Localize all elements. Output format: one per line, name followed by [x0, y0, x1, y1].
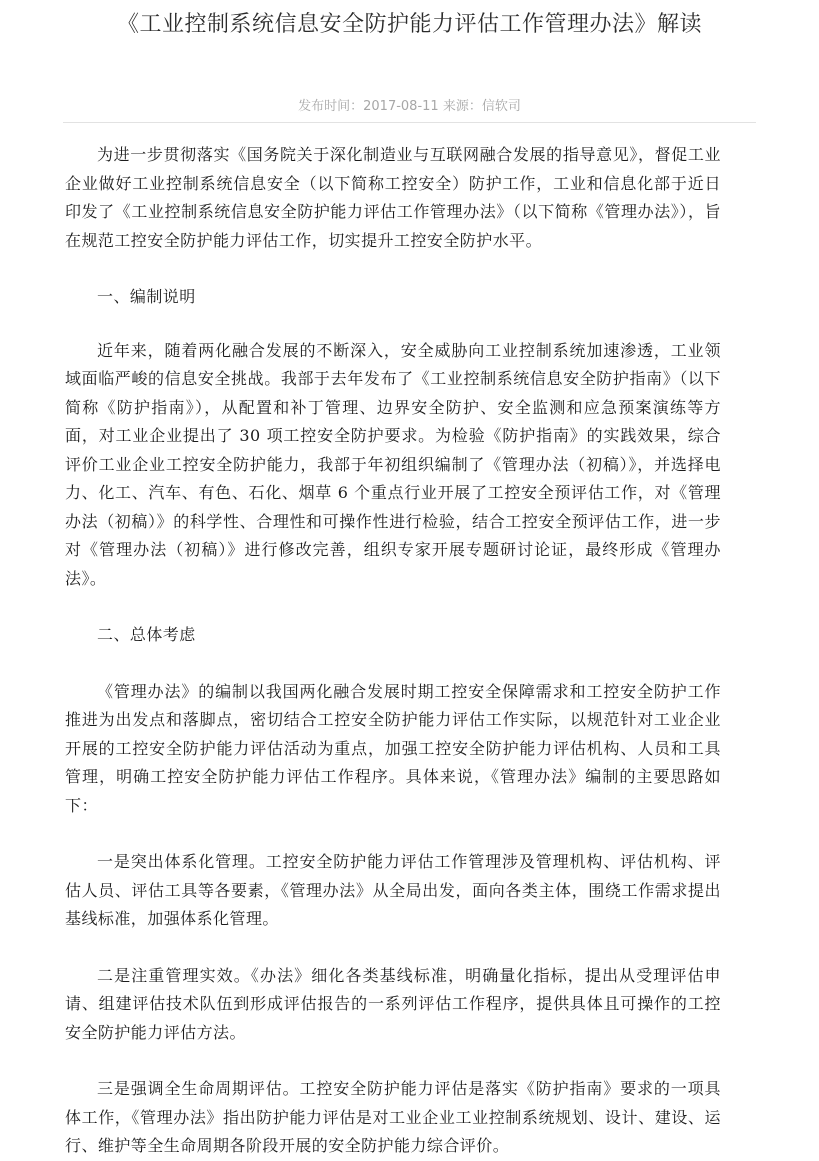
point-one-paragraph: 一是突出体系化管理。工控安全防护能力评估工作管理涉及管理机构、评估机构、评估人员、评估工具等各要素，《管理办法》从全局出发，面向各类主体，围绕工作需求提出基线标准，加强体系化管理。	[65, 852, 721, 928]
source-name: 信软司	[481, 99, 521, 114]
point-three-paragraph: 三是强调全生命周期评估。工控安全防护能力评估是落实《防护指南》要求的一项具体工作，《管理办法》指出防护能力评估是对工业企业工业控制系统规划、设计、建设、运行、维护等全生命周期各阶段开展的安全防护能力综合评价。	[65, 1079, 721, 1155]
overall-paragraph: 《管理办法》的编制以我国两化融合发展时期工控安全保障需求和工控安全防护工作推进为出发点和落脚点，密切结合工控安全防护能力评估工作实际，以规范针对工业企业开展的工控安全防护能力评估活动为重点，加强工控安全防护能力评估机构、人员和工具管理，明确工控安全防护能力评估工作程序。具体来说，《管理办法》编制的主要思路如下：	[65, 681, 721, 815]
section-heading-compilation: 一、编制说明	[97, 287, 196, 306]
point-two-paragraph: 二是注重管理实效。《办法》细化各类基线标准，明确量化指标，提出从受理评估申请、组建评估技术队伍到形成评估报告的一系列评估工作程序，提供具体且可操作的工控安全防护能力评估方法。	[65, 965, 721, 1042]
compilation-paragraph: 近年来，随着两化融合发展的不断深入，安全威胁向工业控制系统加速渗透，工业领域面临严峻的信息安全挑战。我部于去年发布了《工业控制系统信息安全防护指南》（以下简称《防护指南》），从配置和补丁管理、边界安全防护、安全监测和应急预案演练等方面，对工业企业提出了 30 项工控安全防护要求。为检验《防护指南》的实践效果，综合评价工业企业工控安全防护能力，我部于年初组织编制了《管理办法（初稿）》，并选择电力、化工、汽车、有色、石化、烟草 6 个重点行业开展了工控安全预评估工作，对《管理办法（初稿）》的科学性、合理性和可操作性进行检验，结合工控安全预评估工作，进一步对《管理办法（初稿）》进行修改完善，组织专家开展专题研讨论证，最终形成《管理办法》。	[65, 340, 721, 588]
article-body	[65, 141, 721, 1161]
intro-paragraph: 为进一步贯彻落实《国务院关于深化制造业与互联网融合发展的指导意见》，督促工业企业做好工业控制系统信息安全（以下简称工控安全）防护工作，工业和信息化部于近日印发了《工业控制系统信息安全防护能力评估工作管理办法》（以下简称《管理办法》），旨在规范工控安全防护能力评估工作，切实提升工控安全防护水平。	[65, 145, 721, 250]
published-label: 发布时间：	[298, 99, 364, 114]
article-title: 《工业控制系统信息安全防护能力评估工作管理办法》解读	[116, 12, 702, 37]
title-divider	[63, 122, 756, 123]
article-meta	[0, 98, 819, 116]
section-heading-overall: 二、总体考虑	[97, 625, 196, 644]
published-date: 2017-08-11	[363, 99, 439, 114]
source-label: 来源：	[442, 99, 482, 114]
